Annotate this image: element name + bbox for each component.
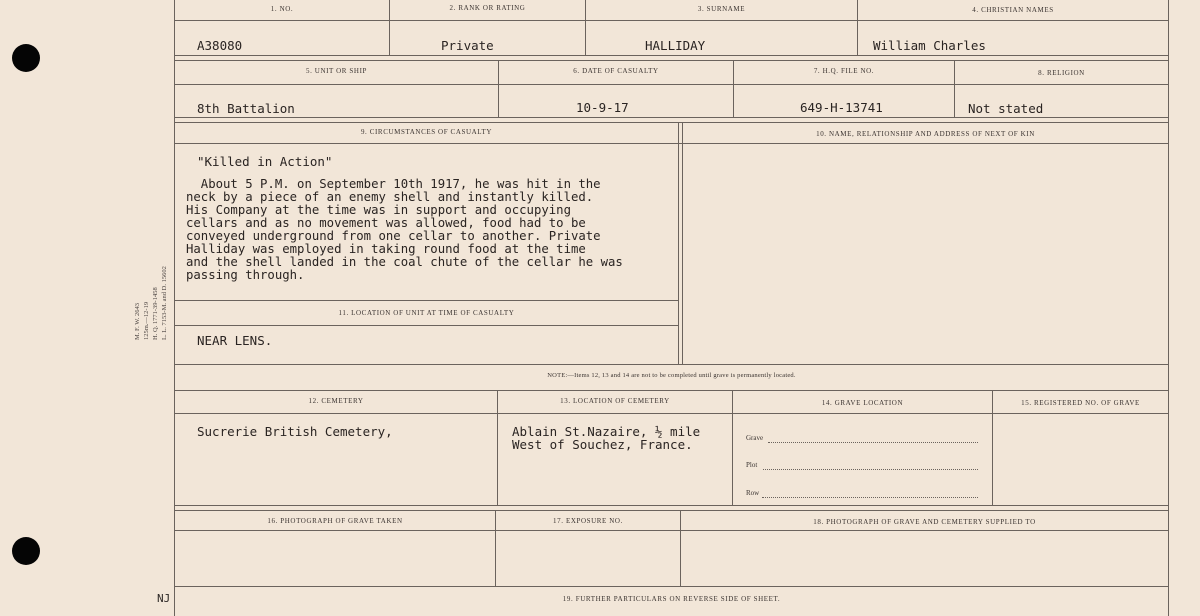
header-hq-file: 7. H.Q. FILE NO.: [813, 67, 875, 75]
note-top-line: [174, 364, 1169, 365]
row2-header-line: [174, 84, 1169, 85]
divider: [682, 122, 683, 364]
rank-value: Private: [441, 38, 494, 53]
row4-top-line: [174, 300, 679, 301]
footer-further-particulars: 19. FURTHER PARTICULARS ON REVERSE SIDE OF SHEET.: [562, 595, 781, 603]
punch-hole-top: [12, 44, 40, 72]
header-no: 1. NO.: [270, 5, 294, 13]
header-date: 6. DATE OF CASUALTY: [573, 67, 659, 75]
row-dotline: [762, 497, 978, 498]
header-rank: 2. RANK OR RATING: [449, 4, 526, 12]
location-unit-value: NEAR LENS.: [197, 333, 273, 348]
frame-right-border: [1168, 0, 1169, 616]
header-unit: 5. UNIT OR SHIP: [306, 67, 367, 75]
row6-bottom-line: [174, 586, 1169, 587]
row2-bottom-line: [174, 117, 1169, 118]
row5-top-line: [174, 390, 1169, 391]
divider: [732, 390, 733, 506]
grave-dotline: [768, 442, 978, 443]
row6-top-line: [174, 510, 1169, 511]
cemetery-location-line1: Ablain St.Nazaire, ½ mile: [512, 424, 701, 439]
christian-names-value: William Charles: [873, 38, 986, 53]
cemetery-value: Sucrerie British Cemetery,: [197, 424, 393, 439]
divider: [497, 390, 498, 506]
unit-value: 8th Battalion: [197, 101, 295, 116]
header-next-of-kin: 10. NAME, RELATIONSHIP AND ADDRESS OF NEXT OF KIN: [816, 130, 1035, 138]
punch-hole-bottom: [12, 537, 40, 565]
row3-top-line: [174, 122, 1169, 123]
row3-header-line: [174, 143, 1169, 144]
row1-bottom-line: [174, 55, 1169, 56]
surname-value: HALLIDAY: [645, 38, 706, 53]
hq-file-value: 649-H-13741: [800, 100, 883, 115]
row5-bottom-line: [174, 505, 1169, 506]
row2-top-line: [174, 60, 1169, 61]
plot-dotline: [763, 469, 978, 470]
row-label: Row: [746, 489, 760, 497]
header-location-unit: 11. LOCATION OF UNIT AT TIME OF CASUALTY: [338, 309, 515, 317]
divider: [992, 390, 993, 506]
row4-header-line: [174, 325, 679, 326]
header-religion: 8. RELIGION: [1038, 69, 1085, 77]
circumstances-title: "Killed in Action": [197, 154, 333, 169]
header-cemetery: 12. CEMETERY: [308, 397, 364, 405]
header-circumstances: 9. CIRCUMSTANCES OF CASUALTY: [360, 128, 493, 136]
service-number: A38080: [197, 38, 243, 53]
header-photo-taken: 16. PHOTOGRAPH OF GRAVE TAKEN: [267, 517, 403, 525]
religion-value: Not stated: [968, 101, 1044, 116]
header-grave-location: 14. GRAVE LOCATION: [821, 399, 904, 407]
header-surname: 3. SURNAME: [697, 5, 746, 13]
date-value: 10-9-17: [576, 100, 629, 115]
header-christian-names: 4. CHRISTIAN NAMES: [972, 6, 1054, 14]
circumstances-body: About 5 P.M. on September 10th 1917, he was hit in the neck by a piece of an enemy shell and instantly killed. His Company at the time was in support and occupying cellars and as no movement was allowed, food had to be conveyed underground from one cellar to another. Private Halliday was employed in taking round food at the time and the shell landed in the coal chute of the cellar he was passing through.: [186, 177, 623, 282]
header-photo-supplied: 18. PHOTOGRAPH OF GRAVE AND CEMETERY SUPPLIED TO: [813, 518, 1036, 526]
row5-header-line: [174, 413, 1169, 414]
grave-note: NOTE:—Items 12, 13 and 14 are not to be completed until grave is permanently located.: [547, 372, 796, 379]
row6-header-line: [174, 530, 1169, 531]
row1-header-line: [174, 20, 1169, 21]
divider: [678, 122, 679, 364]
clerk-initials: NJ: [157, 592, 171, 605]
plot-label: Plot: [746, 461, 758, 469]
header-cemetery-location: 13. LOCATION OF CEMETERY: [560, 397, 670, 405]
cemetery-location-line2: West of Souchez, France.: [512, 437, 693, 452]
header-exposure: 17. EXPOSURE NO.: [553, 517, 623, 525]
grave-label: Grave: [746, 434, 764, 442]
header-registered-no: 15. REGISTERED NO. OF GRAVE: [1021, 399, 1140, 407]
